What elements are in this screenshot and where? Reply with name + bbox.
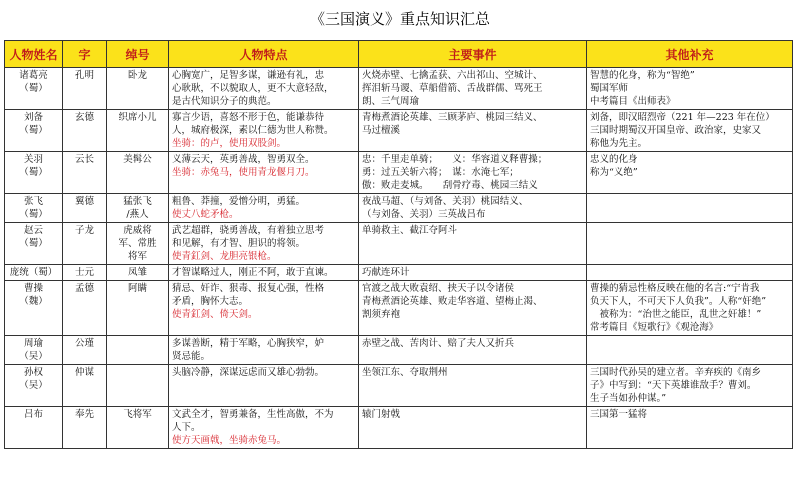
cell-name-line: 庞统（蜀）	[9, 267, 58, 278]
cell-notes-line: 刘备，即汉昭烈帝（221 年—223 年在位）	[590, 112, 775, 123]
cell-notes	[587, 110, 793, 152]
cell-name-line: （蜀）	[19, 125, 48, 136]
cell-zi-line: 子龙	[74, 225, 94, 236]
cell-nickname	[107, 223, 169, 265]
knowledge-table	[4, 40, 793, 449]
table-row	[5, 281, 793, 336]
cell-name-line: 赵云	[23, 225, 43, 236]
cell-notes-line: 生子当如孙仲谋。”	[590, 393, 667, 404]
cell-events-line: 傲：败走麦城。 刮骨疗毒、桃园三结义	[362, 180, 538, 191]
cell-notes	[587, 407, 793, 449]
cell-zi	[63, 68, 107, 110]
cell-notes	[587, 336, 793, 365]
cell-nickname-line: 卧龙	[127, 70, 147, 81]
table-row	[5, 223, 793, 265]
cell-events	[359, 223, 587, 265]
cell-notes-line: 三国时期蜀汉开国皇帝、政治家，史家又	[590, 125, 762, 136]
cell-traits	[169, 407, 359, 449]
cell-traits	[169, 110, 359, 152]
cell-nickname-line: /燕人	[126, 209, 149, 220]
table-row	[5, 152, 793, 194]
cell-traits-line: 粗鲁、莽撞，爱憎分明，勇猛。	[172, 196, 306, 207]
cell-notes-line: 三国第一猛将	[590, 409, 648, 420]
table-row	[5, 365, 793, 407]
cell-name-line: （蜀）	[19, 238, 48, 249]
cell-name	[5, 152, 63, 194]
cell-notes	[587, 223, 793, 265]
header-row	[5, 41, 793, 68]
cell-events-line: 忠：千里走单骑； 义：华容道义释曹操；	[362, 154, 548, 165]
cell-zi-line: 翼德	[74, 196, 94, 207]
cell-traits	[169, 223, 359, 265]
cell-traits-weapon-line: 使方天画戟，坐骑赤兔马。	[172, 435, 287, 446]
cell-zi	[63, 265, 107, 281]
cell-notes-line: 子》中写到：“天下英雄谁敌手？曹刘。	[590, 380, 757, 391]
cell-name	[5, 68, 63, 110]
cell-traits-line: 心胸宽广，足智多谋，谦逊有礼，忠	[172, 70, 325, 81]
cell-zi-line: 云长	[74, 154, 94, 165]
cell-traits	[169, 68, 359, 110]
cell-zi-line: 仲谋	[74, 367, 94, 378]
cell-events-line: 夜战马超、（与刘备、关羽）桃园结义、	[362, 196, 529, 207]
cell-nickname	[107, 407, 169, 449]
cell-name-line: 曹操	[23, 283, 43, 294]
cell-nickname-line: 将军	[127, 251, 147, 262]
cell-notes	[587, 281, 793, 336]
cell-traits	[169, 152, 359, 194]
cell-name-line: （吴）	[19, 380, 48, 391]
cell-traits-weapon-line: 使丈八蛇矛枪。	[172, 209, 239, 220]
cell-events-line: 单骑救主、截江夺阿斗	[362, 225, 458, 236]
cell-nickname-line: 织席小儿	[118, 112, 157, 123]
cell-name-line: 张飞	[23, 196, 43, 207]
cell-name-line: （蜀）	[19, 83, 48, 94]
cell-zi-line: 玄德	[74, 112, 94, 123]
cell-traits-line: 矛盾，胸怀大志。	[172, 296, 249, 307]
table-row	[5, 110, 793, 152]
cell-events	[359, 336, 587, 365]
cell-events-line: 勇：过五关斩六将； 谋：水淹七军；	[362, 167, 519, 178]
cell-traits-line: 是古代知识分子的典范。	[172, 96, 277, 107]
header-traits: 人物特点	[169, 41, 359, 68]
cell-nickname	[107, 365, 169, 407]
cell-traits	[169, 365, 359, 407]
cell-nickname	[107, 336, 169, 365]
cell-traits-line: 文武全才，智勇兼备，生性高傲，不为	[172, 409, 334, 420]
cell-traits-weapon-line: 坐骑：的卢，使用双股剑。	[172, 138, 287, 149]
cell-traits-weapon-line: 使青釭剑、倚天剑。	[172, 309, 258, 320]
cell-traits	[169, 281, 359, 336]
header-zi: 字	[63, 41, 107, 68]
cell-traits-line: 和见解，有才智、胆识的将领。	[172, 238, 306, 249]
cell-name	[5, 194, 63, 223]
cell-nickname-line: 美髯公	[123, 154, 152, 165]
cell-name	[5, 365, 63, 407]
cell-name-line: 诸葛亮	[19, 70, 48, 81]
cell-traits-line: 武艺超群，骁勇善战，有着独立思考	[172, 225, 325, 236]
cell-zi	[63, 194, 107, 223]
cell-zi	[63, 110, 107, 152]
cell-traits-line: 人，城府极深，素以仁德为世人称赞。	[172, 125, 334, 136]
cell-nickname	[107, 265, 169, 281]
cell-events-line: 巧献连环计	[362, 267, 410, 278]
table-row	[5, 194, 793, 223]
cell-zi	[63, 223, 107, 265]
cell-events-line: 青梅煮酒论英雄、三顾茅庐、桃园三结义、	[362, 112, 543, 123]
cell-events-line: 青梅煮酒论英雄、败走华容道、望梅止渴、	[362, 296, 543, 307]
cell-events	[359, 68, 587, 110]
cell-name	[5, 407, 63, 449]
cell-events-line: 辕门射戟	[362, 409, 401, 420]
cell-events-line: 马过檀溪	[362, 125, 401, 136]
cell-notes-line: 忠义的化身	[590, 154, 638, 165]
cell-nickname	[107, 110, 169, 152]
cell-notes-line: 中考篇目《出师表》	[590, 96, 676, 107]
cell-events	[359, 152, 587, 194]
cell-zi-line: 孔明	[74, 70, 94, 81]
cell-traits-line: 多谋善断，精于军略，心胸狭窄，妒	[172, 338, 325, 349]
cell-notes-line: 称为“义绝”	[590, 167, 638, 178]
cell-zi	[63, 152, 107, 194]
cell-nickname	[107, 194, 169, 223]
cell-notes-line: 曹操的猜忌性格反映在他的名言:“宁肯我	[590, 283, 760, 294]
cell-zi-line: 公瑾	[74, 338, 94, 349]
cell-name	[5, 110, 63, 152]
cell-zi	[63, 407, 107, 449]
cell-events-line: 赤壁之战、苦肉计、赔了夫人又折兵	[362, 338, 515, 349]
cell-nickname-line: 猛张飞	[123, 196, 152, 207]
cell-name-line: 关羽	[23, 154, 43, 165]
cell-nickname-line: 飞将军	[123, 409, 152, 420]
cell-zi	[63, 281, 107, 336]
cell-traits-weapon-line: 使青釭剑、龙胆亮银枪。	[172, 251, 277, 262]
cell-notes	[587, 194, 793, 223]
cell-name-line: 吕布	[23, 409, 43, 420]
cell-events-line: 割须弃袍	[362, 309, 401, 320]
cell-events-line: 火烧赤壁、七擒孟获、六出祁山、空城计、	[362, 70, 543, 81]
cell-name-line: （蜀）	[19, 167, 48, 178]
cell-name	[5, 223, 63, 265]
cell-nickname	[107, 281, 169, 336]
cell-nickname-line: 阿瞒	[127, 283, 147, 294]
cell-events	[359, 281, 587, 336]
cell-events-line: 坐领江东、夺取荆州	[362, 367, 448, 378]
cell-notes	[587, 68, 793, 110]
cell-zi-line: 孟德	[74, 283, 94, 294]
cell-traits-weapon-line: 坐骑：赤兔马，使用青龙偃月刀。	[172, 167, 315, 178]
cell-nickname-line: 军、常胜	[118, 238, 157, 249]
cell-nickname	[107, 68, 169, 110]
cell-events	[359, 110, 587, 152]
cell-notes-line: 蜀国军师	[590, 83, 629, 94]
cell-events	[359, 265, 587, 281]
cell-traits	[169, 194, 359, 223]
cell-traits-line: 头脑冷静，深谋远虑而又雄心勃勃。	[172, 367, 325, 378]
table-row	[5, 265, 793, 281]
cell-zi	[63, 336, 107, 365]
cell-notes-line: 称他为先主。	[590, 138, 648, 149]
cell-traits-line: 心耿耿，不以貌取人，更不大意轻敌，	[172, 83, 334, 94]
cell-zi	[63, 365, 107, 407]
cell-name	[5, 336, 63, 365]
cell-events	[359, 407, 587, 449]
cell-traits-line: 贤忌能。	[172, 351, 211, 362]
cell-traits-line: 猜忌、奸诈、狠毒、报复心强，性格	[172, 283, 325, 294]
cell-traits	[169, 265, 359, 281]
cell-notes	[587, 365, 793, 407]
header-notes: 其他补充	[587, 41, 793, 68]
cell-name	[5, 265, 63, 281]
table-row	[5, 407, 793, 449]
table-row	[5, 68, 793, 110]
cell-name-line: （吴）	[19, 351, 48, 362]
cell-name	[5, 281, 63, 336]
cell-nickname-line: 虎威将	[123, 225, 152, 236]
cell-notes-line: 智慧的化身，称为“智绝”	[590, 70, 695, 81]
header-events: 主要事件	[359, 41, 587, 68]
cell-events	[359, 365, 587, 407]
cell-name-line: 刘备	[23, 112, 43, 123]
page-title: 《三国演义》重点知识汇总	[309, 10, 490, 28]
header-name: 人物姓名	[5, 41, 63, 68]
cell-name-line: 周瑜	[23, 338, 43, 349]
table-row	[5, 336, 793, 365]
cell-notes	[587, 265, 793, 281]
cell-notes	[587, 152, 793, 194]
cell-notes-line: 负天下人，不可天下人负我”。人称“奸绝”	[590, 296, 767, 307]
cell-nickname	[107, 152, 169, 194]
cell-nickname-line: 凤雏	[127, 267, 147, 278]
header-nickname: 绰号	[107, 41, 169, 68]
cell-name-line: （蜀）	[19, 209, 48, 220]
cell-notes-line: 三国时代孙吴的建立者。辛弃疾的《南乡	[590, 367, 762, 378]
cell-name-line: 孙权	[23, 367, 43, 378]
cell-zi-line: 士元	[74, 267, 94, 278]
cell-traits	[169, 336, 359, 365]
cell-notes-line: 被称为：“治世之能臣，乱世之奸雄！”	[590, 309, 762, 320]
cell-traits-line: 寡言少语，喜怒不形于色，能谦恭待	[172, 112, 325, 123]
cell-zi-line: 奉先	[74, 409, 94, 420]
cell-traits-line: 才智谋略过人，刚正不阿，敢于直谏。	[172, 267, 334, 278]
cell-traits-line: 人下。	[172, 422, 201, 433]
cell-traits-line: 义薄云天，英勇善战，智勇双全。	[172, 154, 315, 165]
cell-name-line: （魏）	[19, 296, 48, 307]
cell-notes-line: 常考篇目《短歌行》《观沧海》	[590, 322, 719, 333]
cell-events-line: （与刘备、关羽）三英战吕布	[362, 209, 486, 220]
cell-events-line: 朗、三气周瑜	[362, 96, 420, 107]
cell-events-line: 挥泪斩马谡、草船借箭、舌战群儒、骂死王	[362, 83, 543, 94]
cell-events	[359, 194, 587, 223]
cell-events-line: 官渡之战大败袁绍、挟天子以令诸侯	[362, 283, 515, 294]
